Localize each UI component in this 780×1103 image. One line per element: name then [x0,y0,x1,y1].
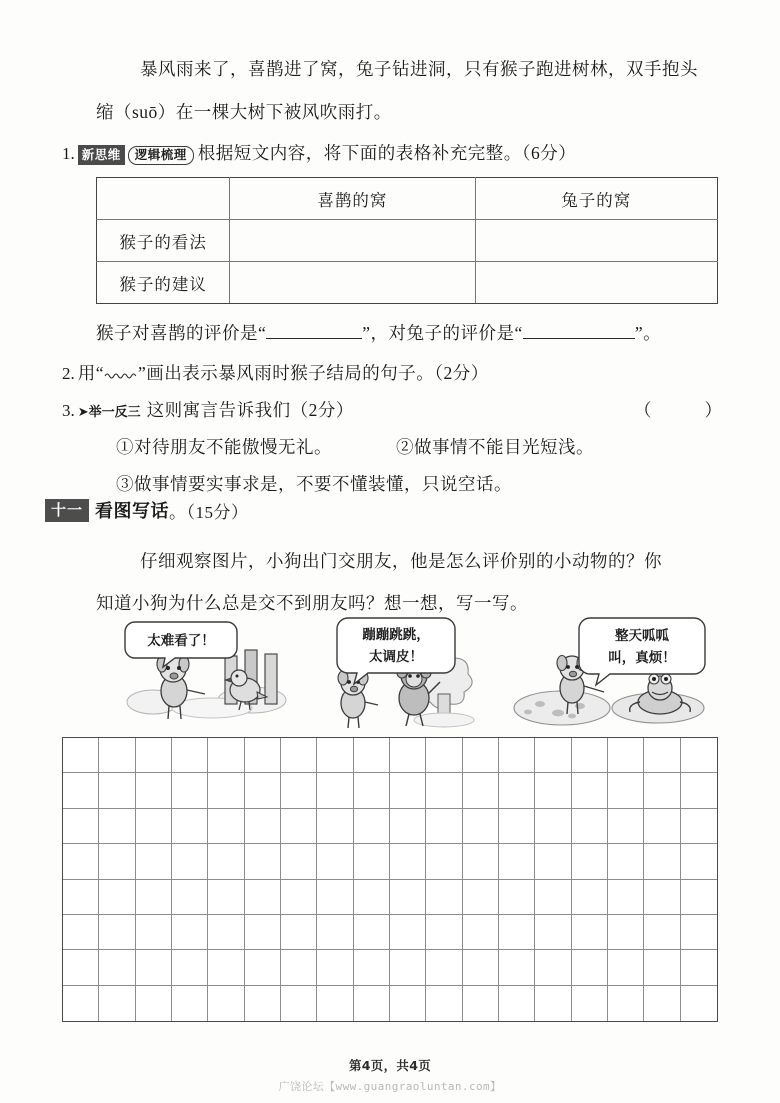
writing-grid-cell[interactable] [390,986,426,1021]
writing-grid-cell[interactable] [354,738,390,773]
answer-blank-magpie[interactable] [266,321,362,339]
table-corner-cell [97,178,230,220]
table-row [97,220,718,262]
writing-grid-cell[interactable] [63,738,99,773]
writing-grid-cell[interactable] [281,844,317,879]
writing-grid-cell[interactable] [136,738,172,773]
writing-grid-cell[interactable] [608,738,644,773]
writing-grid-cell[interactable] [354,880,390,915]
question-1-number: 1. [62,144,75,163]
passage-line-1: 暴风雨来了，喜鹊进了窝，兔子钻进洞，只有猴子跑进树林，双手抱头 [140,59,698,79]
writing-grid-cell[interactable] [644,880,680,915]
table-header-row [97,178,718,220]
writing-grid-cell[interactable] [172,986,208,1021]
writing-grid-cell[interactable] [317,844,353,879]
writing-grid-cell[interactable] [463,738,499,773]
writing-grid-cell[interactable] [99,809,135,844]
question-3-text: 这则寓言告诉我们（2分） [146,400,354,420]
table-row [97,262,718,304]
writing-grid-cell[interactable] [136,809,172,844]
watermark: 广饶论坛【www.guangraoluntan.com】 [278,1080,502,1093]
question-2 [62,352,489,394]
writing-grid-cell[interactable] [426,773,462,808]
writing-grid-cell[interactable] [463,950,499,985]
writing-grid-cell[interactable] [208,986,244,1021]
writing-grid-cell[interactable] [172,738,208,773]
writing-grid-cell[interactable] [136,880,172,915]
writing-grid-cell[interactable] [644,809,680,844]
writing-grid-cell[interactable] [390,773,426,808]
writing-grid-cell[interactable] [172,809,208,844]
triangle-arrow-icon: ➤ [77,405,89,420]
question-2-text-before: 用“ [77,363,105,383]
writing-grid-cell[interactable] [136,986,172,1021]
picture-2-bubble-line-1: 蹦蹦跳跳， [362,627,430,643]
writing-grid-cell[interactable] [245,738,281,773]
section-title: 看图写话 [95,501,170,521]
writing-grid-cell[interactable] [572,773,608,808]
writing-grid-cell[interactable] [172,880,208,915]
tag-new-thinking: 新思维 [78,145,125,165]
writing-grid-cell[interactable] [572,809,608,844]
option-2[interactable]: ②做事情不能目光短浅。 [396,437,594,457]
picture-3-bubble-line-1: 整天呱呱 [615,628,669,644]
writing-grid-cell[interactable] [499,950,535,985]
writing-grid-cell[interactable] [317,738,353,773]
answer-blank-rabbit[interactable] [523,321,635,339]
fill-in-line [96,312,661,354]
writing-grid-cell[interactable] [208,844,244,879]
writing-grid-cell[interactable] [317,986,353,1021]
question-2-text-after: ”画出表示暴风雨时猴子结局的句子。（2分） [138,363,489,383]
writing-grid-cell[interactable] [245,950,281,985]
writing-grid-cell[interactable] [99,950,135,985]
writing-grid-cell[interactable] [608,844,644,879]
writing-grid-cell[interactable] [208,950,244,985]
writing-grid-cell[interactable] [317,915,353,950]
writing-grid-cell[interactable] [572,950,608,985]
writing-grid-cell[interactable] [99,986,135,1021]
writing-grid-cell[interactable] [63,950,99,985]
answer-cell-suggestion-rabbit[interactable] [475,262,717,304]
writing-grid-cell[interactable] [281,738,317,773]
writing-grid-cell[interactable] [63,809,99,844]
writing-grid-cell[interactable] [681,950,717,985]
question-3-answer-bracket[interactable]: （ ） [634,400,728,420]
page-footer [0,1056,780,1094]
writing-grid-cell[interactable] [535,773,571,808]
writing-grid-cell[interactable] [354,950,390,985]
writing-grid-cell[interactable] [608,915,644,950]
table-header-rabbit-nest: 兔子的窝 [475,178,717,220]
writing-grid-cell[interactable] [317,880,353,915]
picture-3-svg [510,616,720,730]
writing-grid-cell[interactable] [426,738,462,773]
writing-grid-cell[interactable] [499,880,535,915]
writing-grid-cell[interactable] [608,986,644,1021]
tag-one-example-three: 举一反三 [88,405,141,420]
writing-grid-cell[interactable] [535,986,571,1021]
writing-grid-cell[interactable] [208,915,244,950]
table-row-label-suggestion: 猴子的建议 [97,262,230,304]
writing-grid-cell[interactable] [281,880,317,915]
table-header-magpie-nest: 喜鹊的窝 [230,178,475,220]
writing-grid-cell[interactable] [172,773,208,808]
writing-grid-cell[interactable] [354,773,390,808]
writing-grid-cell[interactable] [572,738,608,773]
writing-grid-cell[interactable] [390,880,426,915]
writing-grid-cell[interactable] [136,844,172,879]
tag-logic-sorting: 逻辑梳理 [128,146,194,165]
question-3 [62,389,354,431]
writing-grid-cell[interactable] [63,880,99,915]
answer-cell-opinion-rabbit[interactable] [475,220,717,262]
writing-grid-cell[interactable] [172,950,208,985]
writing-grid-cell[interactable] [208,809,244,844]
passage-line-2: 缩（suō）在一棵大树下被风吹雨打。 [96,102,392,122]
writing-grid-cell[interactable] [681,880,717,915]
fill-line-part-3: ”。 [634,323,662,343]
writing-grid-cell[interactable] [499,986,535,1021]
option-1[interactable]: ①对待朋友不能傲慢无礼。 [116,437,332,457]
writing-grid-cell[interactable] [681,773,717,808]
writing-grid-cell[interactable] [390,915,426,950]
picture-1-bubble-text: 太难看了！ [147,633,215,649]
writing-grid-cell[interactable] [644,773,680,808]
question-3-number: 3. [62,401,75,420]
fill-line-part-1: 猴子对喜鹊的评价是“ [96,323,267,343]
writing-grid-cell[interactable] [390,809,426,844]
comprehension-table [96,177,718,304]
writing-grid-cell[interactable] [208,773,244,808]
table-row-label-opinion: 猴子的看法 [97,220,230,262]
writing-grid-cell[interactable] [608,880,644,915]
writing-grid-cell[interactable] [426,986,462,1021]
writing-grid-cell[interactable] [63,844,99,879]
writing-grid-cell[interactable] [499,915,535,950]
writing-grid-cell[interactable] [281,809,317,844]
writing-prompt [96,540,736,624]
writing-grid-cell[interactable] [644,844,680,879]
writing-grid-cell[interactable] [281,915,317,950]
answer-cell-opinion-magpie[interactable] [230,220,475,262]
writing-grid-cell[interactable] [499,738,535,773]
writing-grid-cell[interactable] [281,950,317,985]
writing-grid-cell[interactable] [281,986,317,1021]
picture-3 [510,616,710,728]
writing-grid-cell[interactable] [572,844,608,879]
writing-grid[interactable] [62,737,718,1022]
writing-grid-cell[interactable] [390,738,426,773]
writing-grid-cell[interactable] [499,773,535,808]
fill-line-part-2: ”，对兔子的评价是“ [362,323,523,343]
reading-passage [96,48,736,134]
writing-grid-cell[interactable] [681,986,717,1021]
writing-grid-cell[interactable] [535,915,571,950]
option-3[interactable]: ③做事情要实事求是，不要不懂装懂，只说空话。 [116,474,512,494]
writing-grid-cell[interactable] [136,915,172,950]
question-2-number: 2. [62,364,75,383]
writing-grid-cell[interactable] [63,773,99,808]
writing-grid-cell[interactable] [172,915,208,950]
section-number-badge: 十一 [45,499,89,522]
writing-grid-cell[interactable] [354,915,390,950]
writing-grid-cell[interactable] [463,986,499,1021]
writing-grid-cell[interactable] [426,950,462,985]
writing-grid-cell[interactable] [245,880,281,915]
picture-1 [117,618,317,730]
writing-grid-cell[interactable] [608,950,644,985]
writing-grid-cell[interactable] [172,844,208,879]
writing-grid-cell[interactable] [208,738,244,773]
writing-grid-cell[interactable] [535,738,571,773]
writing-grid-cell[interactable] [499,809,535,844]
writing-grid-cell[interactable] [208,880,244,915]
writing-grid-cell[interactable] [463,773,499,808]
writing-grid-cell[interactable] [136,950,172,985]
writing-grid-cell[interactable] [317,773,353,808]
picture-2-bubble-line-2: 太调皮！ [369,649,423,665]
writing-grid-cell[interactable] [281,773,317,808]
writing-grid-cell[interactable] [99,880,135,915]
writing-grid-cell[interactable] [681,809,717,844]
writing-grid-cell[interactable] [245,986,281,1021]
writing-grid-cell[interactable] [99,738,135,773]
writing-grid-cell[interactable] [499,844,535,879]
page-number: 第4页，共4页 [349,1058,431,1073]
writing-grid-cell[interactable] [63,915,99,950]
writing-grid-cell[interactable] [390,950,426,985]
writing-grid-cell[interactable] [245,844,281,879]
writing-grid-cell[interactable] [463,809,499,844]
writing-grid-cell[interactable] [681,738,717,773]
writing-grid-cell[interactable] [99,844,135,879]
writing-grid-cell[interactable] [354,844,390,879]
question-1-text: 根据短文内容，将下面的表格补充完整。（6分） [197,143,577,163]
picture-1-svg [117,618,317,730]
writing-grid-cell[interactable] [426,915,462,950]
writing-grid-cell[interactable] [245,915,281,950]
writing-grid-cell[interactable] [136,773,172,808]
writing-grid-cell[interactable] [426,809,462,844]
writing-grid-cell[interactable] [535,880,571,915]
writing-grid-cell[interactable] [245,809,281,844]
writing-grid-cell[interactable] [354,986,390,1021]
answer-cell-suggestion-magpie[interactable] [230,262,475,304]
writing-grid-cell[interactable] [681,844,717,879]
writing-grid-cell[interactable] [463,915,499,950]
writing-grid-cell[interactable] [99,773,135,808]
writing-grid-cell[interactable] [644,738,680,773]
section-heading-eleven [45,497,249,523]
writing-grid-cell[interactable] [390,844,426,879]
picture-2 [310,616,510,728]
wavy-underline-icon [104,366,138,379]
writing-grid-cell[interactable] [644,986,680,1021]
illustration-row [60,618,720,728]
writing-grid-cell[interactable] [644,915,680,950]
prompt-line-1: 仔细观察图片，小狗出门交朋友，他是怎么评价别的小动物的？你 [140,551,662,571]
writing-grid-cell[interactable] [644,950,680,985]
writing-grid-cell[interactable] [99,915,135,950]
section-score: 。（15分） [169,502,249,522]
question-1 [62,132,576,174]
writing-grid-cell[interactable] [245,773,281,808]
writing-grid-cell[interactable] [572,880,608,915]
writing-grid-cell[interactable] [572,986,608,1021]
picture-3-bubble-line-2: 叫，真烦！ [608,650,676,666]
writing-grid-cell[interactable] [426,844,462,879]
writing-grid-cell[interactable] [572,915,608,950]
picture-2-svg [310,616,510,730]
writing-grid-cell[interactable] [317,950,353,985]
writing-grid-cell[interactable] [463,844,499,879]
writing-grid-cell[interactable] [354,809,390,844]
writing-grid-cell[interactable] [608,809,644,844]
writing-grid-cell[interactable] [535,844,571,879]
writing-grid-cell[interactable] [608,773,644,808]
writing-grid-cell[interactable] [63,986,99,1021]
prompt-line-2: 知道小狗为什么总是交不到朋友吗？想一想，写一写。 [96,593,528,613]
writing-grid-cell[interactable] [535,950,571,985]
writing-grid-cell[interactable] [535,809,571,844]
writing-grid-cell[interactable] [317,809,353,844]
writing-grid-cell[interactable] [681,915,717,950]
writing-grid-cell[interactable] [426,880,462,915]
writing-grid-cell[interactable] [463,880,499,915]
